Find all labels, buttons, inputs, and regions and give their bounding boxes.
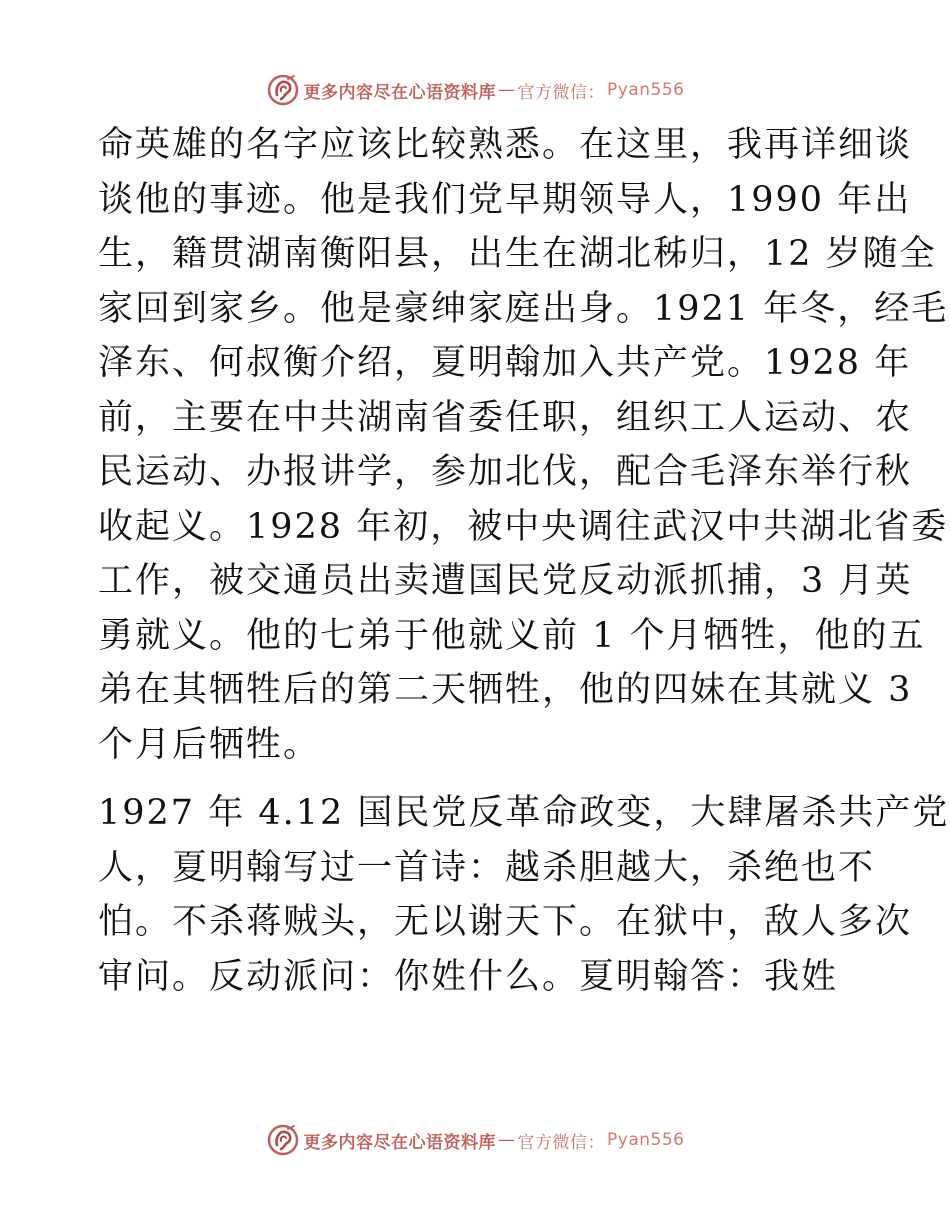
text-line: 人，夏明翰写过一首诗：越杀胆越大，杀绝也不 bbox=[98, 847, 876, 888]
text-line: 前，主要在中共湖南省委任职，组织工人运动、农 bbox=[98, 397, 913, 438]
banner-wechat-label: 官方微信： bbox=[517, 1132, 606, 1153]
ear-logo-icon bbox=[266, 1123, 300, 1157]
text-line: 审问。反动派问：你姓什么。夏明翰答：我姓 bbox=[98, 956, 839, 997]
text-line: 个月后牺牲。 bbox=[98, 724, 321, 765]
banner-main-text: 更多内容尽在心语资料库 bbox=[303, 82, 497, 103]
paragraph-1 bbox=[98, 118, 949, 772]
text-line: 泽东、何叔衡介绍，夏明翰加入共产党。1928 年 bbox=[98, 343, 912, 383]
text-line: 收起义。1928 年初，被中央调往武汉中共湖北省委 bbox=[98, 506, 949, 547]
document-body bbox=[98, 118, 950, 1004]
text-line: 家回到家乡。他是豪绅家庭出身。1921 年冬，经毛 bbox=[98, 288, 949, 329]
text-line: 工作，被交通员出卖遭国民党反动派抓捕，3 月英 bbox=[98, 561, 913, 601]
banner-main-text: 更多内容尽在心语资料库 bbox=[303, 1132, 497, 1153]
paragraph-2 bbox=[98, 786, 950, 1004]
ear-logo-icon bbox=[266, 73, 300, 107]
text-line: 谈他的事迹。他是我们党早期领导人，1990 年出 bbox=[98, 179, 912, 220]
text-line: 弟在其牺牲后的第二天牺牲，他的四妹在其就义 3 bbox=[98, 670, 913, 710]
banner-separator: — bbox=[498, 80, 516, 100]
footer-watermark-banner bbox=[0, 1120, 950, 1160]
header-watermark-banner bbox=[0, 70, 950, 110]
text-line: 生，籍贯湖南衡阳县，出生在湖北秭归，12 岁随全 bbox=[98, 234, 937, 274]
banner-wechat-id: Pyan556 bbox=[607, 1130, 685, 1150]
text-line: 1927 年 4.12 国民党反革命政变，大肆屠杀共产党 bbox=[98, 793, 950, 833]
banner-separator: — bbox=[498, 1130, 516, 1150]
text-line: 命英雄的名字应该比较熟悉。在这里，我再详细谈 bbox=[98, 125, 913, 165]
banner-wechat-label: 官方微信： bbox=[517, 82, 606, 103]
text-line: 勇就义。他的七弟于他就义前 1 个月牺牲，他的五 bbox=[98, 615, 926, 656]
text-line: 怕。不杀蒋贼头，无以谢天下。在狱中，敌人多次 bbox=[98, 902, 913, 942]
banner-wechat-id: Pyan556 bbox=[607, 80, 685, 100]
text-line: 民运动、办报讲学，参加北伐，配合毛泽东举行秋 bbox=[98, 452, 913, 492]
